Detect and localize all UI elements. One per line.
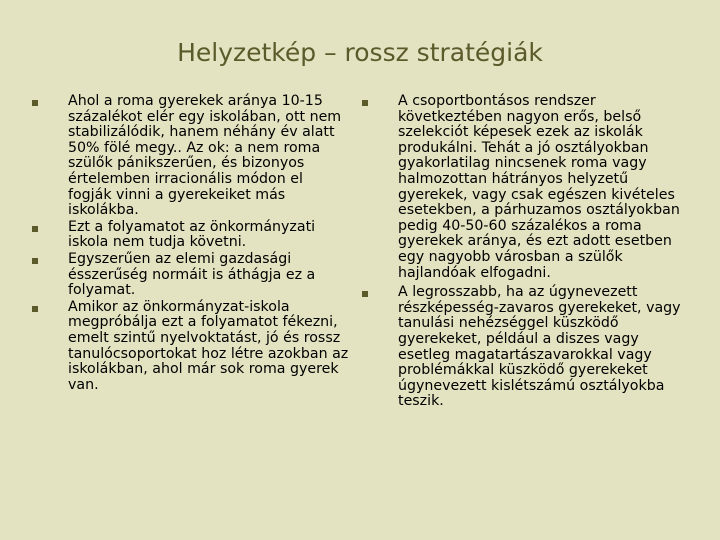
left-bullet-list [30, 94, 350, 393]
slide-title: Helyzetkép – rossz stratégiák [177, 38, 543, 67]
square-bullet-icon [32, 226, 38, 232]
square-bullet-icon [32, 258, 38, 264]
square-bullet-icon [362, 291, 368, 297]
square-bullet-icon [32, 100, 38, 106]
bullet-text: Amikor az önkormányzat-iskola megpróbálja ezt a folyamatot fékezni, emelt szintű nyelvoktatást, jó és rossz tanulócsoportokat hoz létre azokban az iskolákban, ahol már sok roma gyerek van. [68, 298, 349, 393]
bullet-text: Ahol a roma gyerekek aránya 10-15 százalékot elér egy iskolában, ott nem stabilizálódik, hanem néhány év alatt 50% fölé megy.. Az ok: a nem roma szülők pánikszerűen, és bizonyos értelemben irracionális módon el fogják vinni a gyerekeiket más iskolákba. [68, 93, 342, 219]
right-bullet-list [360, 94, 690, 410]
bullet-text: A csoportbontásos rendszer következtében nagyon erős, belső szelekciót képesek ezek az iskolák produkálni. Tehát a jó osztályokban gyakorlatilag nincsenek roma vagy halmozottan hátrányos helyzetű gyerekek, vagy csak egészen kivételes esetekben, a párhuzamos osztályokban pedig 40-50-60 százalékos a roma gyerekek aránya, és ezt adott esetben egy nagyobb városban a szülők hajlandóak elfogadni. [398, 93, 680, 281]
square-bullet-icon [362, 100, 368, 106]
list-item [30, 94, 350, 219]
list-item [30, 220, 350, 251]
list-item [360, 285, 690, 410]
square-bullet-icon [32, 306, 38, 312]
bullet-text: Egyszerűen az elemi gazdasági ésszerűség normáit is áthágja ez a folyamat. [68, 250, 316, 299]
list-item [30, 300, 350, 394]
list-item [30, 252, 350, 299]
bullet-text: A legrosszabb, ha az úgynevezett részképesség-zavaros gyerekeket, vagy tanulási nehézséggel küszködő gyerekeket, például a diszes vagy esetleg magatartászavarokkal vagy problémákkal küszködő gyerekeket úgynevezett kislétszámú osztályokba teszik. [398, 284, 681, 410]
list-item [360, 94, 690, 281]
bullet-text: Ezt a folyamatot az önkormányzati iskola nem tudja követni. [68, 218, 316, 251]
